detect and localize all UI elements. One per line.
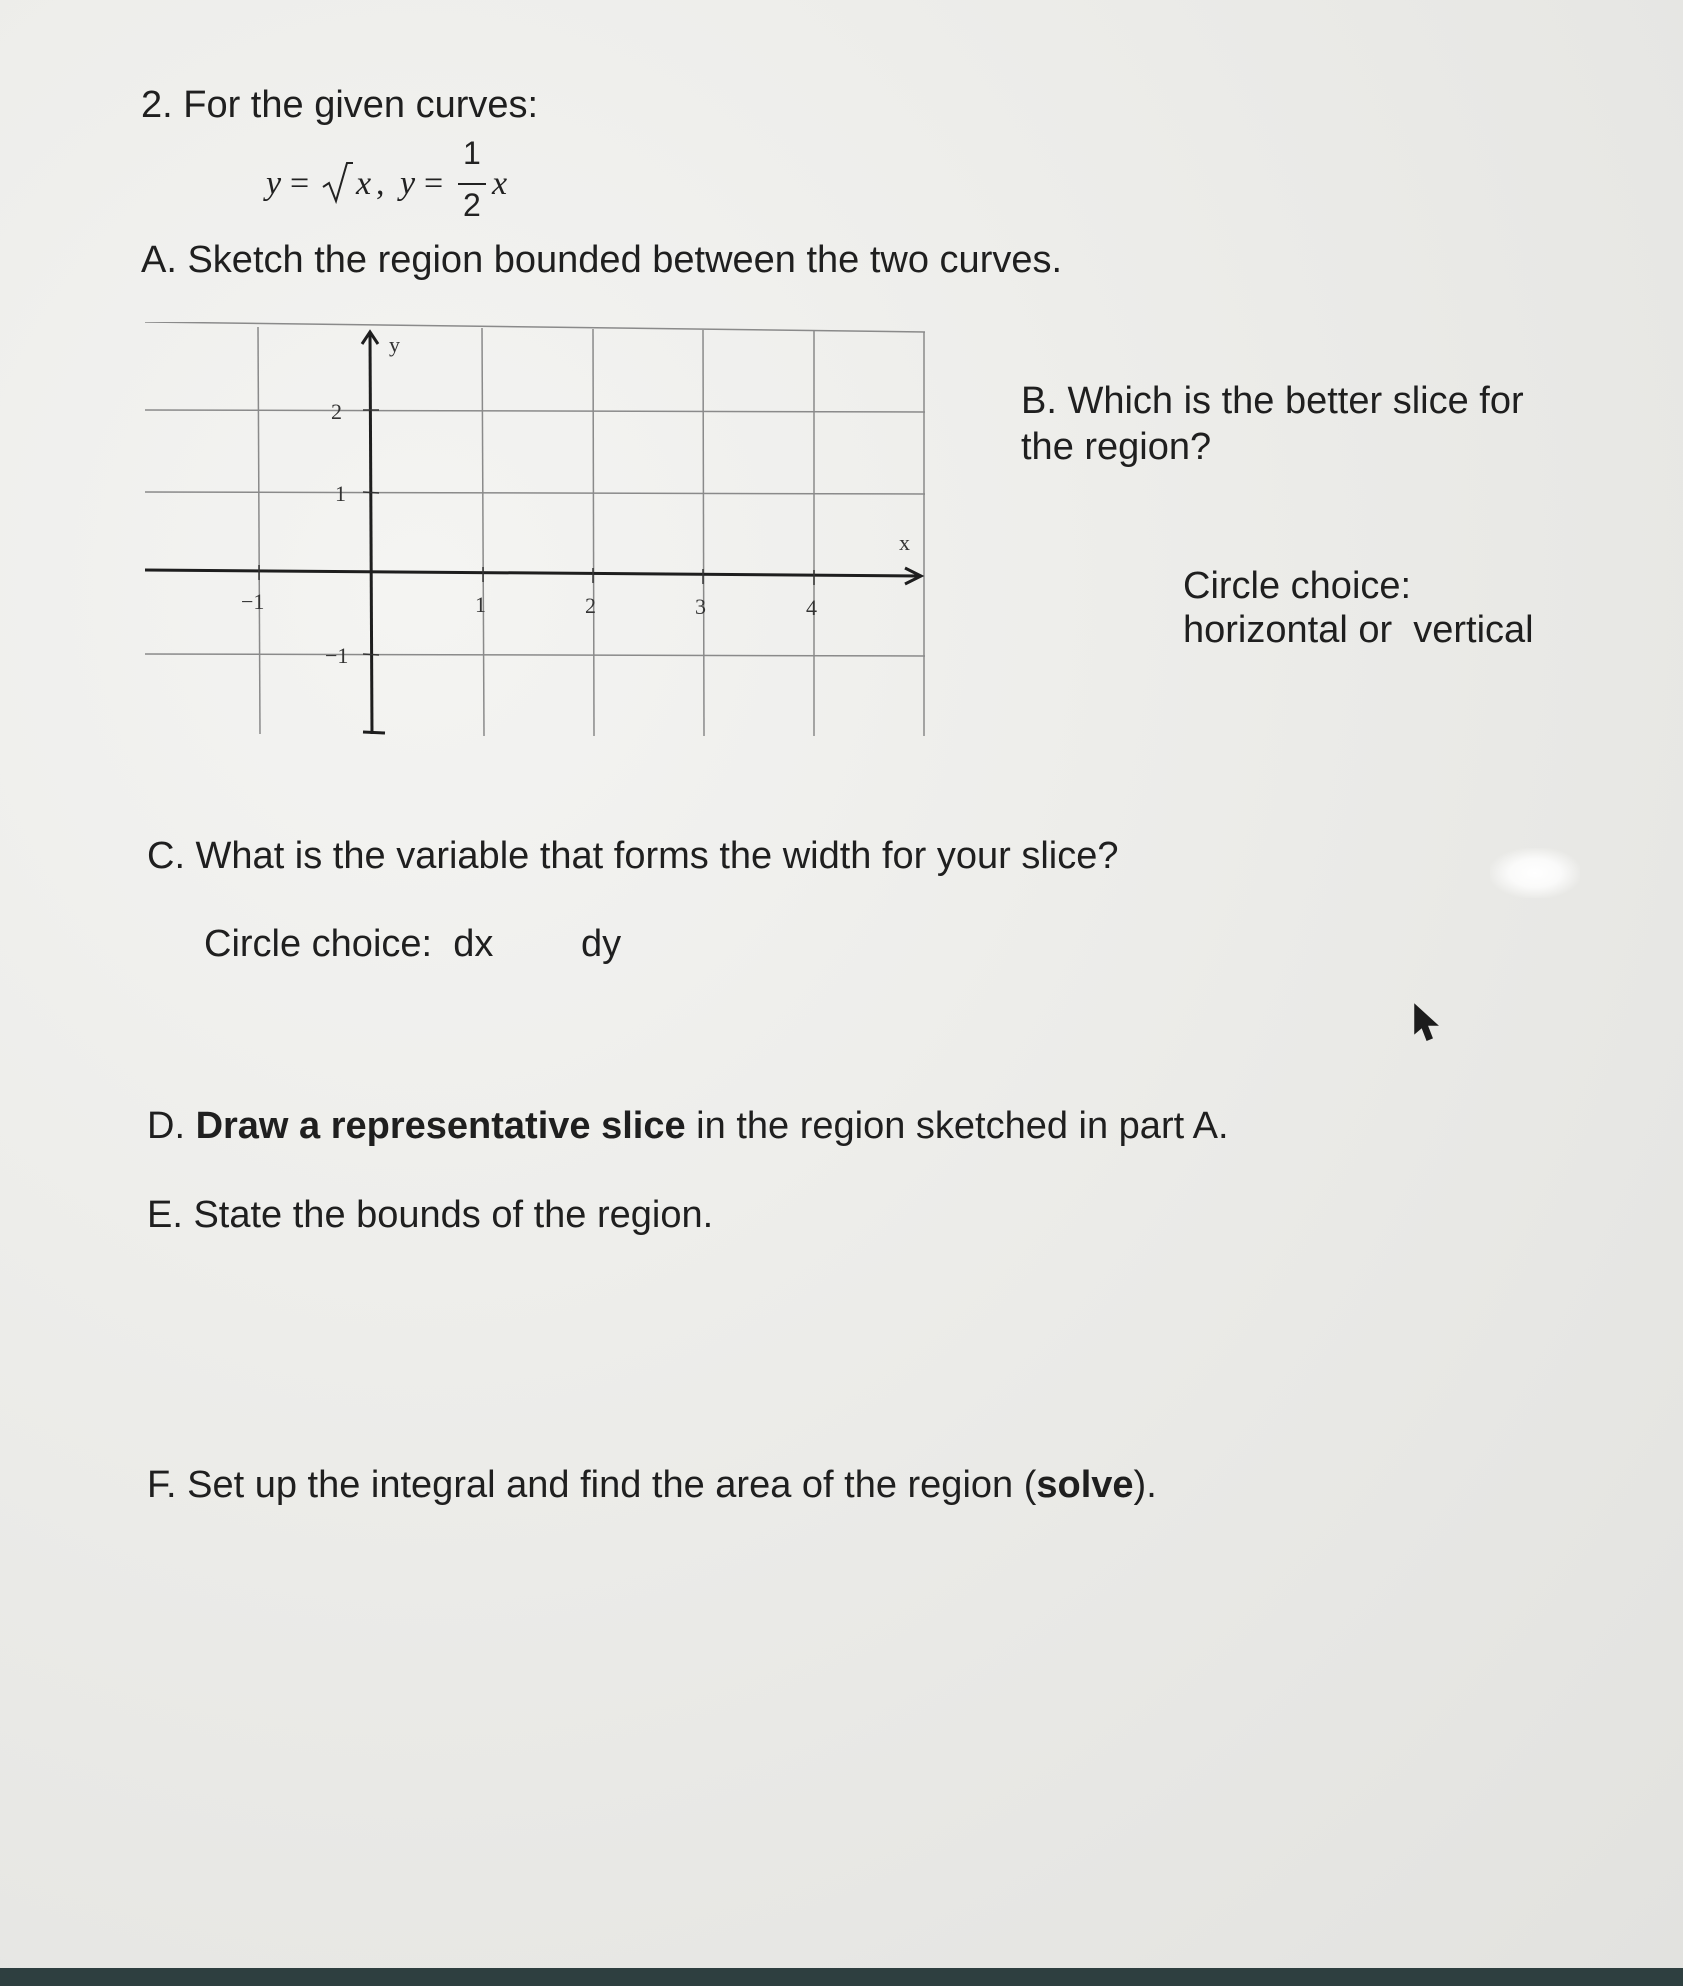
part-b-choice-label: Circle choice:: [1183, 565, 1412, 607]
grid-top-border: [145, 322, 925, 332]
mouse-pointer-icon: [1413, 1003, 1443, 1045]
part-f-prefix: F. Set up the integral and find the area of the region (: [147, 1464, 1037, 1506]
monitor-bezel: [0, 1968, 1683, 1986]
sqrt-symbol: [321, 161, 353, 205]
x-tick-label: 1: [475, 592, 486, 617]
part-d-rest: in the region sketched in part A.: [685, 1105, 1229, 1147]
y-tick-label: 1: [335, 481, 346, 506]
y-tick-label: −1: [325, 643, 349, 668]
x-tick-label: 4: [806, 595, 817, 620]
formula-eq1: =: [290, 165, 310, 202]
part-c-choice-dy[interactable]: dy: [581, 923, 622, 965]
part-e-text: E. State the bounds of the region.: [147, 1194, 714, 1236]
part-a-text: A. Sketch the region bounded between the two curves.: [141, 239, 1063, 281]
formula-comma: ,: [376, 165, 385, 202]
part-d-bold: Draw a representative slice: [195, 1105, 686, 1147]
x-tick-label: −1: [241, 589, 265, 614]
screen-glare: [1490, 848, 1580, 898]
part-c-text: C. What is the variable that forms the width for your slice?: [147, 835, 1119, 877]
part-f-bold: solve: [1036, 1464, 1134, 1506]
tick-marks: [259, 410, 814, 655]
formula-y2: y: [400, 165, 416, 202]
axes: [145, 332, 921, 734]
y-axis: [370, 334, 372, 734]
formula-eq2: =: [424, 165, 444, 202]
y-axis-label: y: [389, 332, 400, 357]
part-f-suffix: ).: [1133, 1464, 1157, 1506]
fraction-numerator: 1: [463, 135, 481, 171]
part-b-text-line2: the region?: [1021, 426, 1212, 468]
part-d-prefix: D.: [147, 1105, 196, 1147]
part-c-choice[interactable]: Circle choice: dx: [204, 923, 494, 965]
x-tick-label: 2: [585, 593, 596, 618]
coordinate-grid[interactable]: [145, 322, 935, 742]
fraction-denominator: 2: [463, 187, 481, 223]
part-f-text: [147, 1463, 1157, 1509]
fraction-bar: [458, 183, 486, 185]
formula-y1: y: [266, 165, 282, 202]
part-b-choices[interactable]: horizontal or vertical: [1183, 609, 1534, 651]
x-axis: [145, 570, 920, 576]
formula-sqrt-var: x: [356, 165, 372, 202]
y-tick-label: 2: [331, 399, 342, 424]
problem-title: 2. For the given curves:: [141, 84, 539, 126]
part-b-text-line1: B. Which is the better slice for: [1021, 380, 1524, 422]
x-axis-label: x: [899, 530, 910, 555]
grid-lines: [145, 322, 925, 736]
x-tick-label: 3: [695, 594, 706, 619]
formula-x: x: [492, 165, 508, 202]
part-d-text: [147, 1104, 1229, 1150]
